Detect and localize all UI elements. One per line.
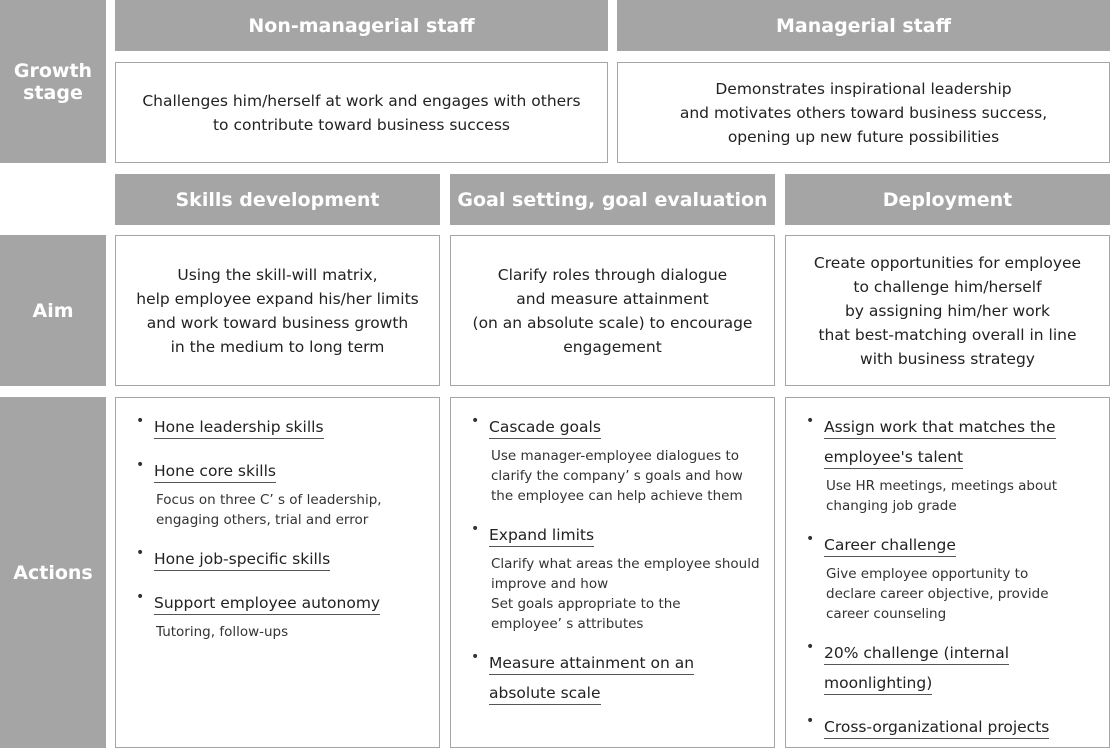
deployment-header: Deployment: [785, 174, 1110, 225]
action-description: Use manager-employee dialogues to clarify the company’ s goals and how the employee can help achieve them: [491, 448, 743, 504]
aim-label: Aim: [0, 235, 106, 386]
goal-aim-text: Clarify roles through dialogue and measure attainment (on an absolute scale) to encourage engagement: [472, 265, 753, 356]
list-item: [136, 544, 439, 574]
skills-actions-box: [115, 397, 440, 748]
action-title: Cross-organizational projects: [824, 718, 1049, 739]
deployment-actions-box: [785, 397, 1110, 748]
list-item: [471, 648, 709, 708]
list-item: [471, 412, 774, 506]
non-managerial-header: Non-managerial staff: [115, 0, 608, 51]
action-title: Hone leadership skills: [154, 418, 324, 439]
action-title: 20% challenge (internal moonlighting): [824, 644, 1009, 695]
action-title: Assign work that matches the employee's talent: [824, 418, 1056, 469]
managerial-stage-text: Demonstrates inspirational leadership and motivates others toward business success, opening up new future possibilities: [679, 79, 1048, 146]
skills-development-header: Skills development: [115, 174, 440, 225]
action-description: Tutoring, follow-ups: [156, 624, 289, 640]
list-item: [806, 712, 1109, 742]
action-description: Clarify what areas the employee should improve and how Set goals appropriate to the employee’ s attributes: [491, 556, 760, 632]
action-description: Use HR meetings, meetings about changing job grade: [826, 478, 1058, 514]
goal-aim-box: [450, 235, 775, 386]
action-title: Career challenge: [824, 536, 956, 557]
growth-stage-label: Growth stage: [0, 0, 106, 163]
goal-setting-header: Goal setting, goal evaluation: [450, 174, 775, 225]
action-description: Give employee opportunity to declare career objective, provide career counseling: [826, 566, 1049, 622]
action-title: Measure attainment on an absolute scale: [489, 654, 694, 705]
list-item: [471, 520, 774, 634]
skills-aim-text: Using the skill-will matrix, help employee expand his/her limits and work toward business growth in the medium to long term: [136, 265, 419, 356]
list-item: [136, 456, 439, 530]
goal-actions-box: [450, 397, 775, 748]
managerial-header: Managerial staff: [617, 0, 1110, 51]
action-title: Hone core skills: [154, 462, 276, 483]
actions-label: Actions: [0, 397, 106, 748]
deployment-aim-text: Create opportunities for employee to challenge him/herself by assigning him/her work that best-matching overall in line with business strategy: [813, 253, 1082, 368]
skills-actions-list: [136, 412, 439, 642]
non-managerial-stage-text: Challenges him/herself at work and engages with others to contribute toward business success: [142, 91, 581, 134]
action-title: Support employee autonomy: [154, 594, 380, 615]
deployment-actions-list: [806, 412, 1109, 742]
list-item: [806, 412, 1064, 516]
list-item: [806, 530, 1109, 624]
action-description: Focus on three C’ s of leadership, engaging others, trial and error: [156, 492, 382, 528]
action-title: Cascade goals: [489, 418, 601, 439]
deployment-aim-box: [785, 235, 1110, 386]
list-item: [806, 638, 1014, 698]
skills-aim-box: [115, 235, 440, 386]
non-managerial-stage-box: [115, 62, 608, 163]
action-title: Hone job-specific skills: [154, 550, 330, 571]
list-item: [136, 412, 439, 442]
list-item: [136, 588, 439, 642]
action-title: Expand limits: [489, 526, 594, 547]
managerial-stage-box: [617, 62, 1110, 163]
goal-actions-list: [471, 412, 774, 708]
